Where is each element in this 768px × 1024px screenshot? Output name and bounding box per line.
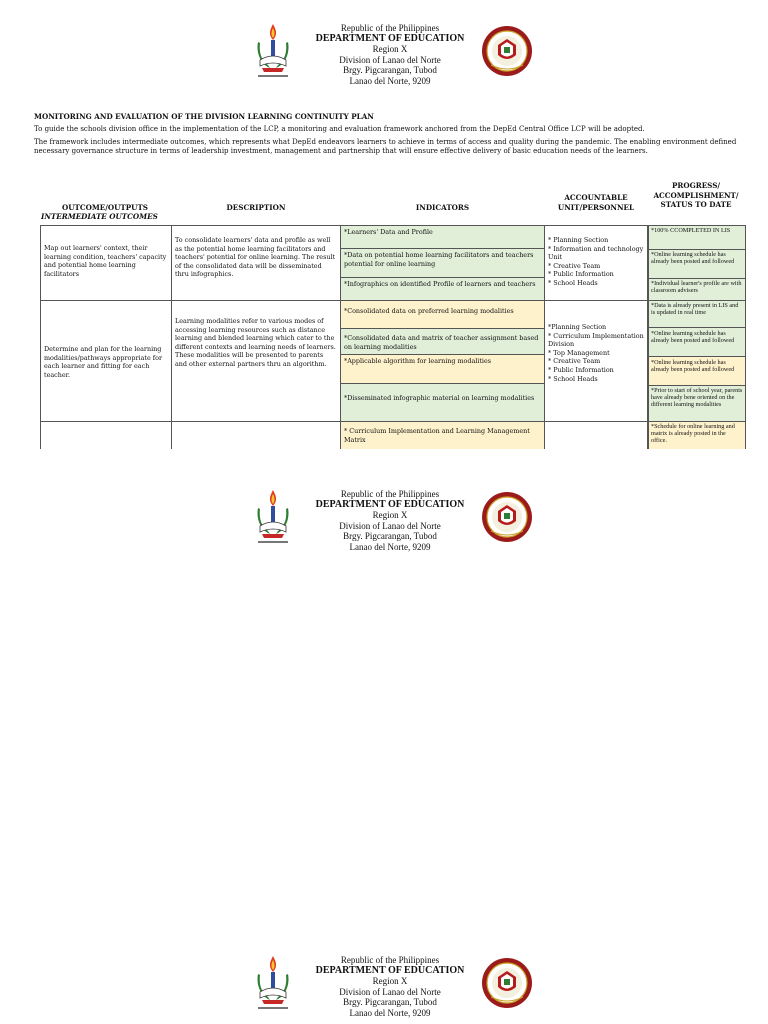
division-text: Division of Lanao del Norte <box>339 986 441 997</box>
address-text: Lanao del Norte, 9209 <box>349 75 431 86</box>
row2-description: Learning modalities refer to various modes of accessing learning resources such as distance learning and blended learning which cater to the different contexts and learning needs of learners. These modalities will be presented to parents and other external partners thru an algorithm. <box>171 300 341 422</box>
republic-text: Republic of the Philippines <box>340 23 440 33</box>
department-text: DEPARTMENT OF EDUCATION <box>315 32 465 44</box>
deped-logo-icon <box>252 488 294 548</box>
division-text: Division of Lanao del Norte <box>339 54 441 65</box>
division-seal-icon <box>481 491 533 543</box>
region-text: Region X <box>372 976 408 987</box>
row1-description: To consolidate learners' data and profile as well as the potential home learning facilitators and teachers' potential for online learning. The result of the consolidated data will be disseminated thru infographics. <box>171 225 341 301</box>
header-indicators: INDICATORS <box>415 203 470 212</box>
accountable-item: * Creative Team <box>548 261 601 270</box>
header-description: DESCRIPTION <box>226 203 286 212</box>
header-outcome: OUTCOME/OUTPUTS <box>61 203 148 212</box>
row1-indicator-3: *Infographics on identified Profile of learners and teachers <box>340 277 545 301</box>
address-text: Lanao del Norte, 9209 <box>349 1007 431 1018</box>
accountable-item: * Curriculum Implementation Division <box>548 331 644 349</box>
division-text: Division of Lanao del Norte <box>339 520 441 531</box>
accountable-item: * Public Information <box>548 270 614 279</box>
accountable-item: * Information and technology Unit <box>548 244 644 262</box>
barangay-text: Brgy. Pigcarangan, Tubod <box>343 531 437 542</box>
accountable-item: *Planning Section <box>548 323 607 331</box>
row1-progress-2: *Online learning schedule has already been posted and followed <box>648 249 746 279</box>
row1-indicator-1: *Learners' Data and Profile <box>340 225 545 249</box>
row3-outcome <box>40 421 172 449</box>
accountable-item: * Planning Section <box>548 236 609 244</box>
row1-accountable <box>544 225 648 301</box>
accountable-item: * School Heads <box>548 374 598 383</box>
row2-indicator-2: *Consolidated data and matrix of teacher assignment based on learning modalities <box>340 328 545 355</box>
letterhead-text <box>290 955 490 1019</box>
region-text: Region X <box>372 510 408 521</box>
barangay-text: Brgy. Pigcarangan, Tubod <box>343 65 437 76</box>
deped-logo-icon <box>252 954 294 1014</box>
row2-progress-3: *Online learning schedule has already been posted and followed <box>648 356 746 386</box>
department-text: DEPARTMENT OF EDUCATION <box>315 964 465 976</box>
framework-paragraph: The framework includes intermediate outcomes, which represents what DepEd endeavors learners to achieve in terms of access and quality during the pandemic. The enabling environment defined necessary governance structure in terms of leadership investment, management and partnership that will ensure effective delivery of basic education needs of the learners. <box>34 138 737 156</box>
intermediate-outcomes-label: INTERMEDIATE OUTCOMES <box>41 212 158 221</box>
header-progress: PROGRESS/ ACCOMPLISHMENT/ STATUS TO DATE <box>653 181 739 209</box>
row3-accountable <box>544 421 648 449</box>
row3-progress-1: *Schedule for online learning and matrix is already posted in the office. <box>648 421 746 449</box>
address-text: Lanao del Norte, 9209 <box>349 541 431 552</box>
accountable-item: * School Heads <box>548 278 598 287</box>
row2-indicator-3: *Applicable algorithm for learning modalities <box>340 354 545 384</box>
letterhead <box>0 488 768 563</box>
row2-accountable <box>544 300 648 422</box>
row2-indicator-4: *Disseminated infographic material on learning modalities <box>340 383 545 422</box>
row2-progress-4: *Prior to start of school year, parents have already bene oriented on the different learning modalities <box>648 385 746 422</box>
row1-indicator-2: *Data on potential home learning facilitators and teachers potential for online learning <box>340 248 545 278</box>
row1-outcome: Map out learners' context, their learning condition, teachers' capacity and potential home learning facilitators <box>40 225 172 301</box>
department-text: DEPARTMENT OF EDUCATION <box>315 498 465 510</box>
letterhead <box>0 22 768 97</box>
row2-outcome: Determine and plan for the learning modalities/pathways appropriate for each learner and fitting for each teacher. <box>40 300 172 422</box>
document-title: MONITORING AND EVALUATION OF THE DIVISION LEARNING CONTINUITY PLAN <box>34 112 374 121</box>
row1-progress-1: *100% CCOMPLETED IN LIS <box>648 225 746 250</box>
accountable-item: * Creative Team <box>548 357 601 366</box>
letterhead-text <box>290 489 490 553</box>
barangay-text: Brgy. Pigcarangan, Tubod <box>343 997 437 1008</box>
intro-paragraph: To guide the schools division office in the implementation of the LCP, a monitoring and evaluation framework anchored from the DepEd Central Office LCP will be adopted. <box>34 125 645 133</box>
accountable-item: * Top Management <box>548 348 610 357</box>
row2-progress-2: *Online learning schedule has already been posted and followed <box>648 327 746 357</box>
row1-progress-3: *Individual learner's profile are with classroom advisers <box>648 278 746 301</box>
row3-indicator-1: * Curriculum Implementation and Learning Management Matrix <box>340 421 545 449</box>
division-seal-icon <box>481 957 533 1009</box>
republic-text: Republic of the Philippines <box>340 489 440 499</box>
division-seal-icon <box>481 25 533 77</box>
accountable-item: * Public Information <box>548 365 614 374</box>
row3-description <box>171 421 341 449</box>
row2-progress-1: *Data is already present in LIS and is updated in real time <box>648 300 746 328</box>
letterhead-text <box>290 23 490 87</box>
row2-indicator-1: *Consolidated data on preferred learning modalities <box>340 300 545 329</box>
region-text: Region X <box>372 44 408 55</box>
header-accountable: ACCOUNTABLE UNIT/PERSONNEL <box>557 193 635 212</box>
deped-logo-icon <box>252 22 294 82</box>
letterhead <box>0 954 768 1024</box>
republic-text: Republic of the Philippines <box>340 955 440 965</box>
